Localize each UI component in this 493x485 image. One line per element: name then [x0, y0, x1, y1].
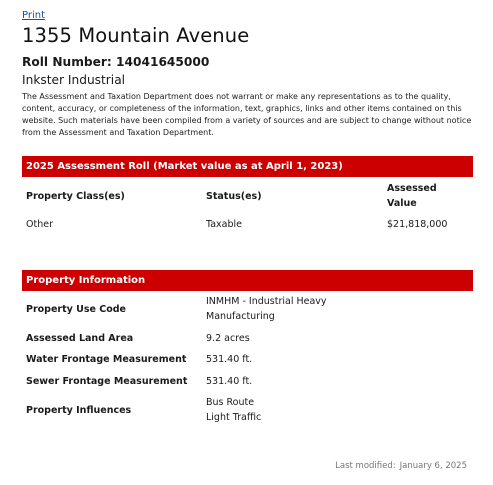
- assessed-value: $21,818,000: [387, 219, 448, 230]
- page-title: 1355 Mountain Avenue: [22, 24, 250, 47]
- property-influences-label: Property Influences: [26, 405, 132, 416]
- property-class-value: Other: [26, 219, 53, 230]
- property-class-column-header: Property Class(es): [26, 191, 125, 202]
- property-influence-item: Bus Route: [206, 397, 255, 408]
- sewer-frontage-value: 531.40 ft.: [206, 376, 253, 387]
- property-use-code-value-line2: Manufacturing: [206, 311, 275, 322]
- property-information-header: Property Information: [22, 270, 473, 291]
- property-influence-item: Light Traffic: [206, 412, 262, 423]
- print-link[interactable]: Print: [22, 10, 46, 21]
- status-value: Taxable: [206, 219, 243, 230]
- status-column-header: Status(es): [206, 191, 262, 202]
- neighbourhood-name: Inkster Industrial: [22, 73, 126, 87]
- assessed-value-column-header-line2: Value: [387, 198, 417, 209]
- last-modified-date: January 6, 2025: [399, 461, 467, 471]
- sewer-frontage-label: Sewer Frontage Measurement: [26, 376, 188, 387]
- assessed-land-area-label: Assessed Land Area: [26, 333, 134, 344]
- water-frontage-label: Water Frontage Measurement: [26, 354, 187, 365]
- last-modified: [331, 461, 467, 471]
- property-use-code-label: Property Use Code: [26, 304, 127, 315]
- assessed-value-column-header-line1: Assessed: [387, 183, 437, 194]
- last-modified-label: Last modified:: [335, 461, 396, 471]
- water-frontage-value: 531.40 ft.: [206, 354, 253, 365]
- disclaimer-text: The Assessment and Taxation Department does not warrant or make any representations as to the quality, content, accuracy, or completeness of the information, text, graphics, links and other items contained on this website. Such materials have been compiled from a variety of sources and are subject to change without notice from the Assessment and Taxation Department.: [22, 92, 472, 137]
- roll-number: Roll Number: 14041645000: [22, 55, 210, 69]
- property-use-code-value-line1: INMHM - Industrial Heavy: [206, 296, 327, 307]
- assessment-roll-header: 2025 Assessment Roll (Market value as at April 1, 2023): [22, 156, 473, 177]
- assessed-land-area-value: 9.2 acres: [206, 333, 250, 344]
